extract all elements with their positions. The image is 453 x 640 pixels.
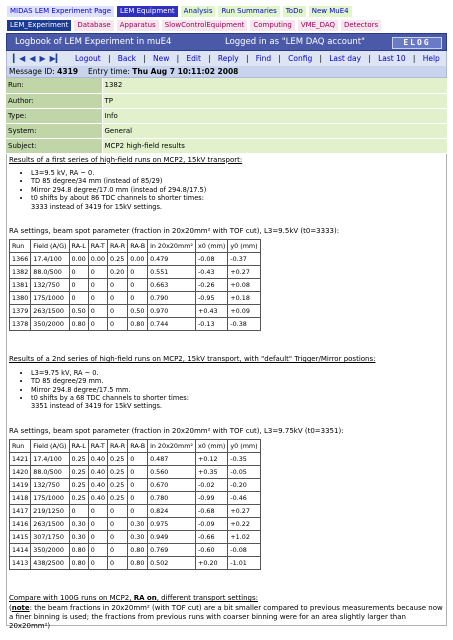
table-cell: 1380: [10, 292, 31, 305]
table-cell: 0: [128, 453, 148, 466]
find-link[interactable]: Find: [255, 54, 272, 63]
table-cell: 17.4/100: [31, 453, 69, 466]
column-header: Run: [10, 440, 31, 453]
table-cell: +0.22: [228, 518, 260, 531]
table-cell: 0.949: [148, 531, 196, 544]
table-cell: 0.30: [69, 518, 88, 531]
menu-separator: |: [278, 54, 281, 63]
second-series-settings: [9, 369, 444, 411]
table-cell: 1416: [10, 518, 31, 531]
message-header: [6, 66, 447, 78]
elog-logo: ELOG: [392, 37, 442, 49]
setting-item: [31, 177, 444, 185]
tab-analysis[interactable]: Analysis: [180, 5, 217, 18]
table-cell: 1418: [10, 492, 31, 505]
table-cell: -0.08: [228, 544, 260, 557]
help-link[interactable]: Help: [422, 54, 440, 63]
last-day-link[interactable]: Last day: [329, 54, 362, 63]
table-cell: 0.769: [148, 544, 196, 557]
table-cell: 0.30: [69, 531, 88, 544]
attribute-table: [6, 78, 447, 154]
table-cell: 0.80: [128, 557, 148, 570]
column-header: x0 (mm): [196, 440, 228, 453]
table-cell: 0.824: [148, 505, 196, 518]
first-entry-icon[interactable]: ▎◀: [13, 53, 26, 63]
column-header: RA-R: [108, 440, 128, 453]
tab-new-mue4[interactable]: New MuE4: [308, 5, 353, 18]
menu-separator: |: [143, 54, 146, 63]
table-cell: 219/1250: [31, 505, 69, 518]
table-cell: 0.560: [148, 466, 196, 479]
table-cell: 0: [128, 279, 148, 292]
table-cell: +0.08: [228, 279, 260, 292]
table-cell: 0.40: [88, 466, 107, 479]
setting-text: TD 85 degree/34 mm (instead of 85/29): [31, 177, 163, 186]
table-cell: -0.02: [196, 479, 228, 492]
message-id: Message ID: 4319: [9, 67, 79, 76]
table-cell: 1419: [10, 479, 31, 492]
column-header: y0 (mm): [228, 240, 260, 253]
table-cell: 0.25: [108, 253, 128, 266]
table-cell: 1420: [10, 466, 31, 479]
table-cell: 0.50: [128, 305, 148, 318]
table-cell: 1379: [10, 305, 31, 318]
table-cell: -0.46: [228, 492, 260, 505]
table-row: [10, 466, 261, 479]
menu-separator: |: [319, 54, 322, 63]
attribute-value: General: [102, 123, 447, 138]
tab-todo[interactable]: ToDo: [282, 5, 307, 18]
table-cell: 0.00: [88, 253, 107, 266]
attribute-value: TP: [102, 93, 447, 108]
table-cell: 0.25: [69, 466, 88, 479]
first-series-settings: [9, 169, 444, 211]
attribute-value: Info: [102, 108, 447, 123]
menu-separator: |: [176, 54, 180, 63]
table-cell: 0: [108, 505, 128, 518]
table-cell: 0: [69, 279, 88, 292]
table-cell: 0: [128, 292, 148, 305]
attribute-key: System:: [6, 123, 102, 138]
table-cell: 0: [69, 505, 88, 518]
table-cell: 0: [88, 557, 107, 570]
table-cell: +1.02: [228, 531, 260, 544]
setting-item: [31, 194, 444, 211]
table-cell: 0.30: [128, 531, 148, 544]
previous-entry-icon[interactable]: ◀: [29, 53, 36, 63]
login-status: Logged in as "LEM DAQ account": [225, 37, 365, 47]
table-cell: -0.95: [196, 292, 228, 305]
table-cell: 0: [108, 305, 128, 318]
table-cell: 0: [108, 531, 128, 544]
table-cell: +0.27: [228, 505, 260, 518]
message-body: [6, 154, 447, 631]
table-cell: 0.00: [69, 253, 88, 266]
attribute-value: MCP2 high-field results: [102, 138, 447, 153]
table-cell: 0.40: [88, 492, 107, 505]
setting-item: [31, 169, 444, 177]
attribute-key: Author:: [6, 93, 102, 108]
column-header: RA-T: [88, 240, 107, 253]
table-cell: 0.80: [128, 318, 148, 331]
table-cell: 0.80: [69, 544, 88, 557]
edit-link[interactable]: Edit: [186, 54, 201, 63]
table-cell: 0.25: [69, 453, 88, 466]
column-header: x0 (mm): [196, 240, 228, 253]
attribute-row: [6, 108, 447, 123]
column-header: RA-B: [128, 240, 148, 253]
table-cell: 0.80: [69, 557, 88, 570]
table-cell: 0.25: [108, 479, 128, 492]
table-cell: +0.09: [228, 305, 260, 318]
table-cell: 0.50: [69, 305, 88, 318]
setting-text: t0 shifts by about 86 TDC channels to shorter times:: [31, 194, 204, 203]
setting-text: TD 85 degree/29 mm.: [31, 377, 104, 386]
table-header-row: [10, 240, 261, 253]
table-cell: 0.30: [128, 518, 148, 531]
table-row: [10, 518, 261, 531]
menu-separator: |: [107, 54, 111, 63]
table-row: [10, 557, 261, 570]
table-cell: -0.13: [196, 318, 228, 331]
table2-caption: RA settings, beam spot parameter (fraction in 20x20mm² with TOF cut), L3=9.75kV (t0=3351):: [9, 426, 344, 435]
table-cell: -0.99: [196, 492, 228, 505]
tab-database[interactable]: Database: [73, 19, 114, 32]
table-cell: 0.80: [69, 318, 88, 331]
results-table-first-series: [9, 239, 261, 331]
table-cell: -0.05: [228, 466, 260, 479]
table-cell: 307/1750: [31, 531, 69, 544]
attribute-key: Run:: [6, 78, 102, 93]
table-cell: 0.25: [108, 466, 128, 479]
table-cell: 0: [108, 279, 128, 292]
table-cell: 1421: [10, 453, 31, 466]
table-cell: -0.43: [196, 266, 228, 279]
table-cell: +0.35: [196, 466, 228, 479]
table-cell: 1413: [10, 557, 31, 570]
menu-separator: |: [368, 54, 371, 63]
column-header: RA-L: [69, 440, 88, 453]
table-cell: 0.25: [108, 492, 128, 505]
table-cell: 175/1000: [31, 292, 69, 305]
setting-item: [31, 386, 444, 394]
table-cell: 0: [128, 466, 148, 479]
column-header: RA-L: [69, 240, 88, 253]
table-cell: 1381: [10, 279, 31, 292]
table-cell: 175/1000: [31, 492, 69, 505]
nav-bar: [6, 51, 447, 66]
setting-subtext: 3333 instead of 3419 for 15kV settings.: [31, 202, 162, 211]
column-header: Run: [10, 240, 31, 253]
table-row: [10, 266, 261, 279]
table-cell: 88.0/500: [31, 266, 69, 279]
reply-link[interactable]: Reply: [217, 54, 239, 63]
table-row: [10, 505, 261, 518]
table-cell: 0.744: [148, 318, 196, 331]
table-cell: 0: [88, 531, 107, 544]
table-cell: 0.00: [128, 253, 148, 266]
table-cell: 0: [88, 318, 107, 331]
table-cell: 0: [128, 505, 148, 518]
table-cell: 0.790: [148, 292, 196, 305]
table-cell: 1378: [10, 318, 31, 331]
new-link[interactable]: New: [152, 54, 170, 63]
table-cell: 0.663: [148, 279, 196, 292]
table-cell: 350/2000: [31, 544, 69, 557]
table-cell: -0.37: [228, 253, 260, 266]
logout-link[interactable]: Logout: [75, 54, 101, 63]
table-cell: -0.68: [196, 505, 228, 518]
table-cell: 0: [88, 266, 107, 279]
table-cell: -0.66: [196, 531, 228, 544]
column-header: RA-T: [88, 440, 107, 453]
table-cell: 0: [88, 292, 107, 305]
table-cell: 0.502: [148, 557, 196, 570]
table-cell: 0.40: [88, 453, 107, 466]
table-row: [10, 544, 261, 557]
table-row: [10, 279, 261, 292]
attribute-row: [6, 138, 447, 153]
attribute-row: [6, 93, 447, 108]
table-header-row: [10, 440, 261, 453]
entry-time: Entry time: Thu Aug 7 10:11:02 2008: [88, 67, 239, 76]
table-cell: -0.60: [196, 544, 228, 557]
attribute-row: [6, 123, 447, 138]
table-cell: 0.25: [69, 479, 88, 492]
table-cell: 1417: [10, 505, 31, 518]
table-cell: 0: [128, 479, 148, 492]
table1-caption: RA settings, beam spot parameter (fraction in 20x20mm² with TOF cut), L3=9.5kV (t0=3333):: [9, 226, 340, 235]
results-table-second-series: [9, 439, 261, 570]
table-cell: +0.43: [196, 305, 228, 318]
attribute-value: 1382: [102, 78, 447, 93]
last-10-link[interactable]: Last 10: [378, 54, 406, 63]
table-cell: 263/1500: [31, 518, 69, 531]
table-cell: 132/750: [31, 479, 69, 492]
binning-note: (note: the beam fractions in 20x20mm² (with TOF cut) are a bit smaller compared to previous measurements because now a finer binning is used; the fractions from previous runs with coarser binning were for an area slightly larger than 20x20mm²): [9, 603, 443, 631]
setting-item: [31, 394, 444, 411]
table-cell: 0.479: [148, 253, 196, 266]
setting-text: t0 shifts by a 68 TDC channels to shorter times:: [31, 393, 189, 402]
menu-separator: |: [412, 54, 416, 63]
tab-lem-equipment[interactable]: LEM Equipment: [116, 5, 179, 18]
column-header: Field (A/G): [31, 440, 69, 453]
table-cell: -0.09: [196, 518, 228, 531]
table-cell: 0: [88, 505, 107, 518]
back-link[interactable]: Back: [117, 54, 136, 63]
table-cell: 0.40: [88, 479, 107, 492]
logbook-group-tabs: [6, 5, 447, 18]
menu-separator: |: [245, 54, 249, 63]
intro-first-series: Results of a first series of high-field runs on MCP2, 15kV transport:: [9, 155, 243, 164]
table-cell: 263/1500: [31, 305, 69, 318]
table-row: [10, 453, 261, 466]
table-cell: 0: [88, 518, 107, 531]
table-cell: 0: [108, 318, 128, 331]
table-cell: 0: [128, 492, 148, 505]
table-cell: 0: [88, 305, 107, 318]
table-cell: 1415: [10, 531, 31, 544]
table-row: [10, 479, 261, 492]
table-cell: 17.4/100: [31, 253, 69, 266]
attribute-key: Subject:: [6, 138, 102, 153]
table-cell: 132/750: [31, 279, 69, 292]
tab-detectors[interactable]: Detectors: [340, 19, 382, 32]
message-navigation: [7, 55, 75, 63]
table-row: [10, 492, 261, 505]
table-cell: +0.12: [196, 453, 228, 466]
attribute-row: [6, 78, 447, 93]
table-cell: +0.18: [228, 292, 260, 305]
table-cell: -1.01: [228, 557, 260, 570]
table-row: [10, 292, 261, 305]
compare-heading: Compare with 100G runs on MCP2, RA on, different transport settings:: [9, 594, 258, 603]
table-cell: 0.780: [148, 492, 196, 505]
next-entry-icon[interactable]: ▶: [39, 53, 46, 63]
setting-subtext: 3351 instead of 3419 for 15kV settings.: [31, 402, 162, 411]
table-cell: 1382: [10, 266, 31, 279]
table-cell: -0.26: [196, 279, 228, 292]
table-cell: 0: [69, 266, 88, 279]
table-cell: 0: [108, 544, 128, 557]
tab-slowcontrolequipment[interactable]: SlowControlEquipment: [161, 19, 249, 32]
table-cell: 0.25: [108, 453, 128, 466]
table-cell: 0: [108, 292, 128, 305]
table-cell: 1414: [10, 544, 31, 557]
intro-second-series: Results of a 2nd series of high-field runs on MCP2, 15kV transport, with "default" Trigger/Mirror postions:: [9, 355, 376, 364]
table-cell: 0.970: [148, 305, 196, 318]
column-header: y0 (mm): [228, 440, 260, 453]
table-cell: 0: [108, 518, 128, 531]
table-cell: -0.38: [228, 318, 260, 331]
table-cell: 0.551: [148, 266, 196, 279]
command-menu: [75, 54, 446, 63]
attribute-key: Type:: [6, 108, 102, 123]
table-cell: 0.20: [108, 266, 128, 279]
logbook-title: Logbook of LEM Experiment in muE4: [15, 37, 172, 47]
table-cell: 0.487: [148, 453, 196, 466]
table-cell: -0.20: [228, 479, 260, 492]
setting-text: Mirror 294.8 degree/17.5 mm.: [31, 385, 131, 394]
table-cell: 0.975: [148, 518, 196, 531]
table-cell: 0: [69, 292, 88, 305]
table-cell: -0.35: [228, 453, 260, 466]
setting-text: L3=9.75 kV, RA ~ 0.: [31, 368, 99, 377]
table-cell: 438/2500: [31, 557, 69, 570]
table-row: [10, 253, 261, 266]
column-header: RA-B: [128, 440, 148, 453]
table-cell: -0.08: [196, 253, 228, 266]
setting-text: L3=9.5 kV, RA ~ 0.: [31, 168, 95, 177]
config-link[interactable]: Config: [288, 54, 313, 63]
table-cell: +0.27: [228, 266, 260, 279]
table-cell: 0: [88, 279, 107, 292]
tab-lem-experiment[interactable]: LEM_Experiment: [6, 19, 72, 32]
tab-computing[interactable]: Computing: [249, 19, 295, 32]
table-cell: 0.670: [148, 479, 196, 492]
table-cell: 1366: [10, 253, 31, 266]
column-header: in 20x20mm²: [148, 440, 196, 453]
table-row: [10, 318, 261, 331]
table-row: [10, 531, 261, 544]
setting-item: [31, 186, 444, 194]
column-header: Field (A/G): [31, 240, 69, 253]
tab-run-summaries[interactable]: Run Summaries: [217, 5, 280, 18]
table-cell: 0: [108, 557, 128, 570]
table-cell: 0: [128, 266, 148, 279]
table-cell: 0.25: [69, 492, 88, 505]
setting-text: Mirror 294.8 degree/17.0 mm (instead of 294.8/17.5): [31, 185, 207, 194]
table-cell: 0: [88, 544, 107, 557]
column-header: in 20x20mm²: [148, 240, 196, 253]
table-cell: +0.20: [196, 557, 228, 570]
last-entry-icon[interactable]: ▶▎: [49, 53, 62, 63]
tab-vme-daq[interactable]: VME_DAQ: [297, 19, 339, 32]
title-bar: [6, 33, 447, 51]
setting-item: [31, 377, 444, 385]
logbook-tabs: [6, 19, 447, 32]
tab-apparatus[interactable]: Apparatus: [116, 19, 160, 32]
table-cell: 350/2000: [31, 318, 69, 331]
setting-item: [31, 369, 444, 377]
table-row: [10, 305, 261, 318]
tab-midas-lem-experiment-page[interactable]: MIDAS LEM Experiment Page: [6, 5, 115, 18]
menu-separator: |: [208, 54, 211, 63]
table-cell: 88.0/500: [31, 466, 69, 479]
column-header: RA-R: [108, 240, 128, 253]
table-cell: 0.80: [128, 544, 148, 557]
